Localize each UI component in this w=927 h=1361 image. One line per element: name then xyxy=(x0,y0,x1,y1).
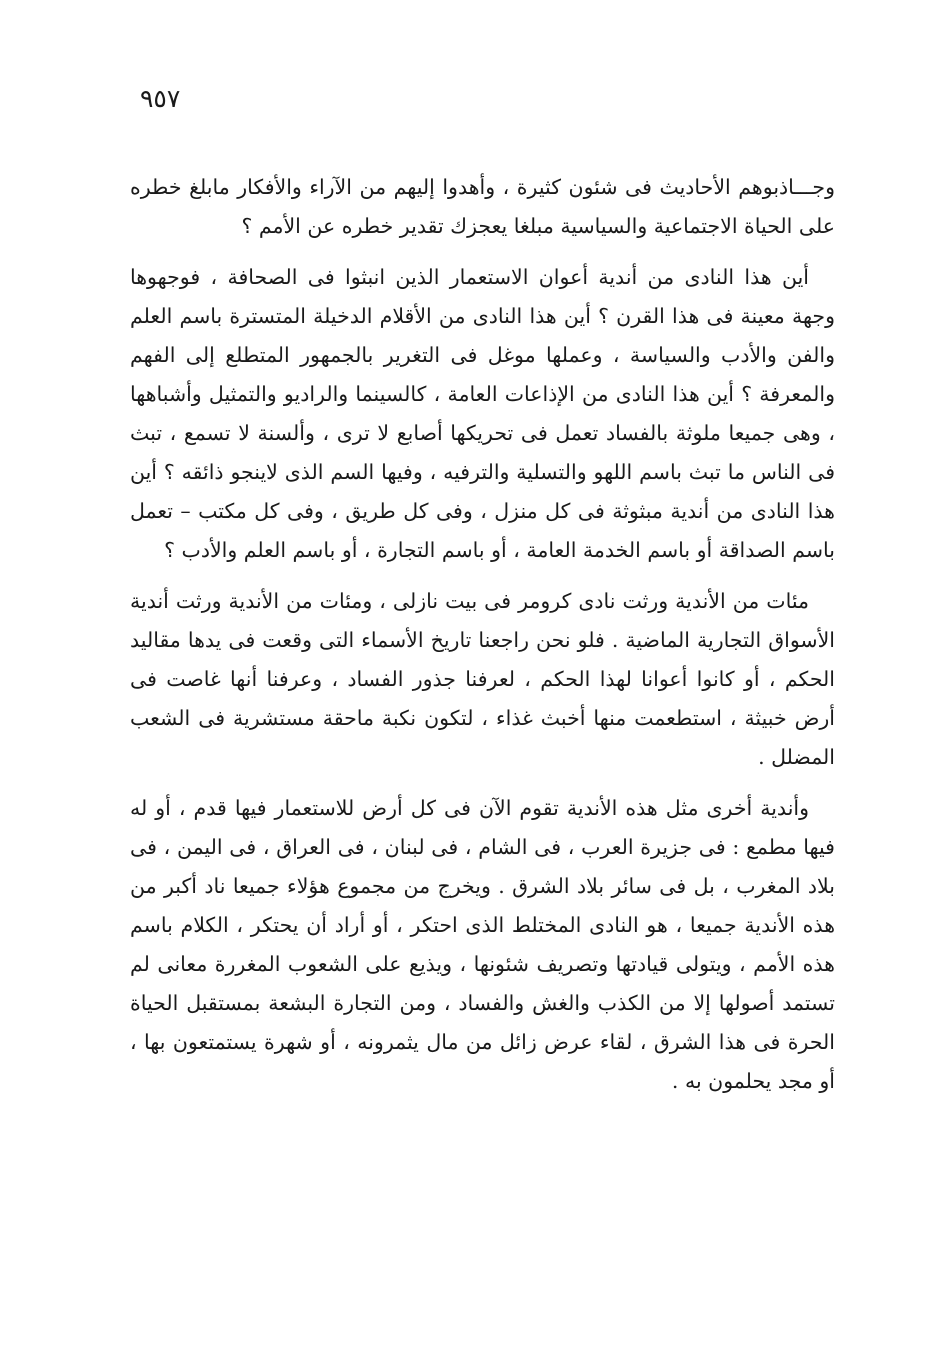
body-text xyxy=(130,168,835,1113)
paragraph: مئات من الأندية ورثت نادى كرومر فى بيت نازلى ، ومئات من الأندية ورثت أندية الأسواق التجارية الماضية . فلو نحن راجعنا تاريخ الأسماء التى وقعت فى يدها مقاليد الحكم ، أو كانوا أعوانا لهذا الحكم ، لعرفنا جذور الفساد ، وعرفنا أنها غاصت فى أرض خبيثة ، استطعمت منها أخبث غذاء ، لتكون نكبة ماحقة مستشرية فى الشعب المضلل . xyxy=(130,589,835,769)
page-number: ٩٥٧ xyxy=(140,84,181,113)
paragraph: أين هذا النادى من أندية أعوان الاستعمار الذين انبثوا فى الصحافة ، فوجهوها وجهة معينة فى هذا القرن ؟ أين هذا النادى من الأقلام الدخيلة المتسترة باسم العلم والفن والأدب والسياسة ، وعملها موغل فى التغرير بالجمهور المتطلع إلى الفهم والمعرفة ؟ أين هذا النادى من الإذاعات العامة ، كالسينما والراديو والتمثيل وأشباهها ، وهى جميعا ملوثة بالفساد تعمل فى تحريكها أصابع لا ترى ، وألسنة لا تسمع ، تبث فى الناس ما تبث باسم اللهو والتسلية والترفيه ، وفيها السم الذى لاينجو ذائقه ؟ أين هذا النادى من أندية مبثوثة فى كل منزل ، وفى كل طريق ، وفى كل مكتب – تعمل باسم الصداقة أو باسم الخدمة العامة ، أو باسم التجارة ، أو باسم العلم والأدب ؟ xyxy=(130,265,835,562)
paragraph: وأندية أخرى مثل هذه الأندية تقوم الآن فى كل أرض للاستعمار فيها قدم ، أو له فيها مطمع : فى جزيرة العرب ، فى الشام ، فى لبنان ، فى العراق ، فى اليمن ، فى بلاد المغرب ، بل فى سائر بلاد الشرق . ويخرج من مجموع هؤلاء جميعا ناد أكبر من هذه الأندية جميعا ، هو النادى المختلط الذى احتكر ، أو أراد أن يحتكر ، الكلام باسم هذه الأمم ، ويتولى قيادتها وتصريف شئونها ، ويذيع على الشعوب المغررة معانى لم تستمد أصولها إلا من الكذب والغش والفساد ، ومن التجارة البشعة بمستقبل الحياة الحرة فى هذا الشرق ، لقاء عرض زائل من مال يثمرونه ، أو شهرة يستمتعون بها ، أو مجد يحلمون به . xyxy=(130,796,835,1093)
paragraph: وجـــاذبوهم الأحاديث فى شئون كثيرة ، وأهدوا إليهم من الآراء والأفكار مابلغ خطره على الحياة الاجتماعية والسياسية مبلغا يعجزك تقدير خطره عن الأمم ؟ xyxy=(130,175,835,238)
